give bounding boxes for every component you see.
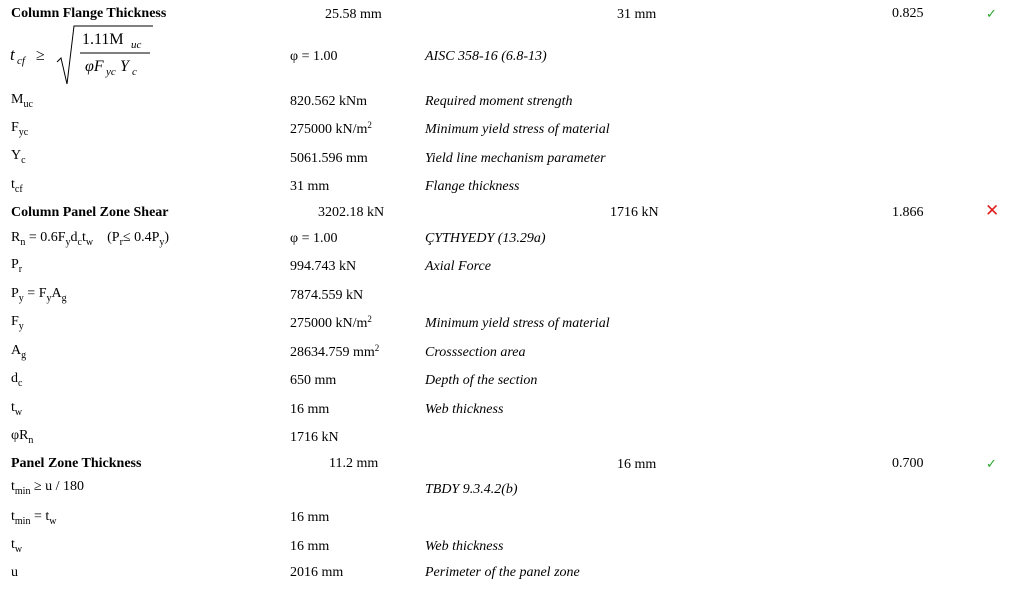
param-symbol: $Y_c$ bbox=[11, 148, 26, 166]
formula-lhs: t bbox=[10, 45, 15, 64]
phi-value: φ = 1.00 bbox=[290, 231, 338, 246]
param-description: Web thickness bbox=[425, 539, 504, 554]
param-description: Yield line mechanism parameter bbox=[425, 151, 606, 166]
param-value: 7874.559 kN bbox=[290, 288, 364, 303]
param-value: 1716 kN bbox=[290, 430, 339, 445]
param-value: 820.562 kNm bbox=[290, 94, 367, 109]
param-description: Depth of the section bbox=[425, 373, 538, 388]
param-description: Flange thickness bbox=[425, 179, 520, 194]
formula-den-a: φF bbox=[85, 58, 104, 75]
param-symbol: $F_y$ bbox=[11, 314, 24, 332]
param-symbol: $F_{yc}$ bbox=[11, 120, 29, 138]
param-value: 16 mm bbox=[290, 510, 330, 525]
flange-thickness-formula bbox=[8, 24, 158, 90]
required-value: 11.2 mm bbox=[329, 456, 379, 471]
phi-value: φ = 1.00 bbox=[290, 49, 338, 64]
param-description: Web thickness bbox=[425, 402, 504, 417]
param-symbol: $M_{uc}$ bbox=[11, 92, 33, 110]
ratio-value: 0.700 bbox=[892, 456, 924, 471]
formula-lhs-sub: cf bbox=[17, 55, 25, 67]
param-symbol: $t_w$ bbox=[11, 400, 23, 418]
param-description: Minimum yield stress of material bbox=[425, 122, 610, 137]
param-description: Axial Force bbox=[425, 259, 491, 274]
param-value: 31 mm bbox=[290, 179, 330, 194]
reference-text: TBDY 9.3.4.2(b) bbox=[425, 482, 518, 497]
check-icon: ✓ bbox=[986, 457, 997, 472]
formula-den-b-sub: c bbox=[132, 66, 137, 78]
required-value: 3202.18 kN bbox=[318, 205, 385, 220]
ratio-value: 0.825 bbox=[892, 6, 924, 21]
reference-text: AISC 358-16 (6.8-13) bbox=[425, 49, 547, 64]
panel-shear-formula: $R_n = 0.6F_yd_ct_w$ $(P_r\le 0.4P_y)$ bbox=[11, 230, 170, 248]
ratio-value: 1.866 bbox=[892, 205, 924, 220]
formula-den-a-sub: yc bbox=[106, 66, 116, 78]
param-description: Crosssection area bbox=[425, 345, 526, 360]
reference-text: ÇYTHYEDY (13.29a) bbox=[425, 231, 546, 246]
param-symbol: $t_{cf}$ bbox=[11, 177, 23, 195]
param-symbol: $A_g$ bbox=[11, 343, 27, 361]
param-symbol: u bbox=[11, 565, 18, 580]
formula-num: 1.11M bbox=[82, 31, 124, 48]
param-symbol: $P_r$ bbox=[11, 257, 23, 275]
cross-icon: ✕ bbox=[985, 201, 1000, 221]
param-value: 28634.759 $mm^2$ bbox=[290, 343, 380, 360]
formula-den-b: Y bbox=[120, 58, 129, 75]
param-value: 275000 $kN/m^2$ bbox=[290, 120, 372, 137]
formula-rel: ≥ bbox=[36, 47, 45, 64]
required-value: 25.58 mm bbox=[325, 7, 382, 22]
section-title-flange: Column Flange Thickness bbox=[11, 6, 167, 21]
param-description: Perimeter of the panel zone bbox=[425, 565, 580, 580]
param-value: 5061.596 mm bbox=[290, 151, 368, 166]
param-symbol: $t_w$ bbox=[11, 537, 23, 555]
param-value: 650 mm bbox=[290, 373, 337, 388]
section-title-panel-thickness: Panel Zone Thickness bbox=[11, 456, 142, 471]
param-symbol: $\varphi R_n$ bbox=[11, 428, 34, 446]
section-title-panel-shear: Column Panel Zone Shear bbox=[11, 205, 169, 220]
provided-value: 1716 kN bbox=[610, 205, 659, 220]
param-value: 16 mm bbox=[290, 539, 330, 554]
param-value: 994.743 kN bbox=[290, 259, 357, 274]
check-icon: ✓ bbox=[986, 7, 997, 22]
param-symbol: $d_c$ bbox=[11, 371, 23, 389]
param-value: 16 mm bbox=[290, 402, 330, 417]
formula-num-sub: uc bbox=[131, 39, 142, 51]
param-symbol: $P_y = F_yA_g$ bbox=[11, 286, 67, 304]
provided-value: 31 mm bbox=[617, 7, 657, 22]
param-description: Required moment strength bbox=[425, 94, 573, 109]
param-symbol: $t_{min} = t_w$ bbox=[11, 509, 57, 527]
panel-thickness-formula: $t_{min} \ge u / 180$ bbox=[11, 479, 85, 497]
provided-value: 16 mm bbox=[617, 457, 657, 472]
param-value: 2016 mm bbox=[290, 565, 344, 580]
param-value: 275000 $kN/m^2$ bbox=[290, 314, 372, 331]
param-description: Minimum yield stress of material bbox=[425, 316, 610, 331]
